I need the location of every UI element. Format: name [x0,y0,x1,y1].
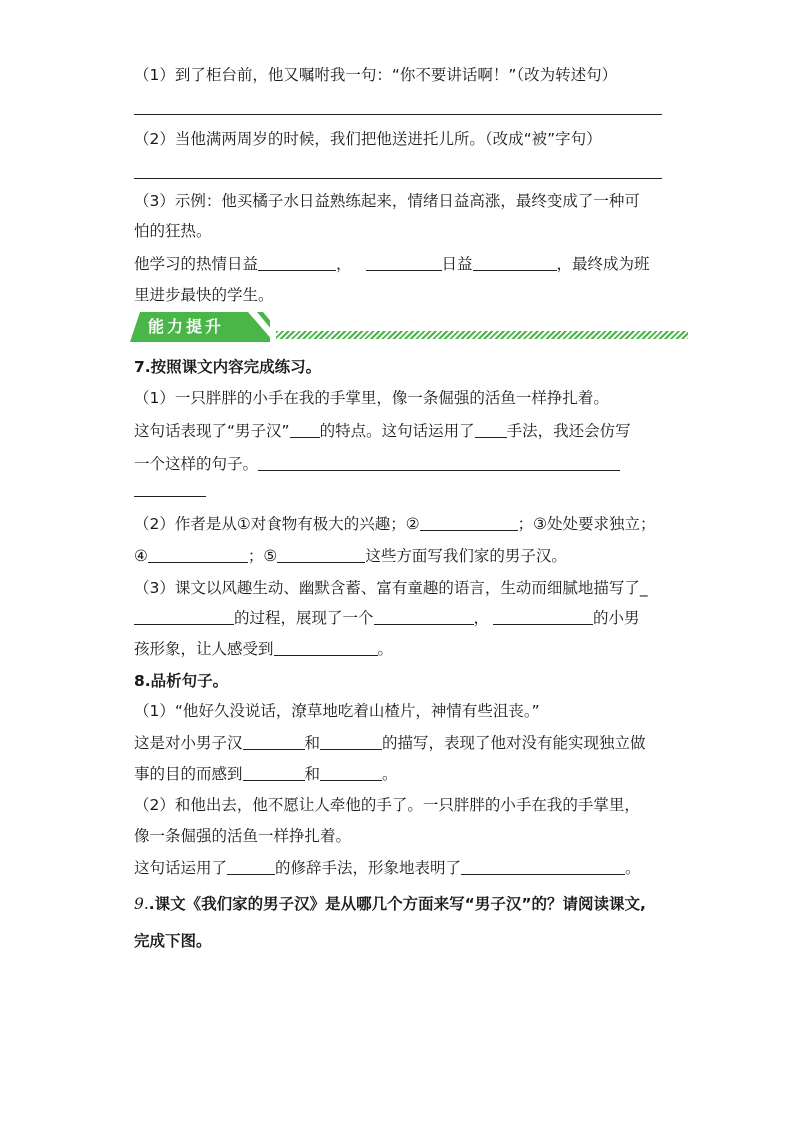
q6-part3-blank-1[interactable] [258,254,336,271]
q7-p3-text-e: 。 [377,640,394,658]
q9-line1 [134,893,646,915]
q7-p3-line2 [134,607,640,629]
q7-p3-blank-4[interactable] [274,639,378,656]
q8-p1-fill-line2 [134,763,398,785]
q8-p1-text-d: 事的目的而感到 [134,765,243,783]
q6-part3-text-a: 他学习的热情日益 [134,255,259,273]
q7-p1-blank-2[interactable] [475,421,507,438]
q7-p2-text-d: ；⑤ [247,547,278,565]
q6-part3-blank-2[interactable] [366,254,442,271]
q8-p1-blank-3[interactable] [243,764,305,781]
q8-p2-text-c: 。 [625,859,641,877]
q7-p2-line1 [134,513,656,535]
q8-p2-text-a: 这句话运用了 [134,859,228,877]
q8-p2-blank-2[interactable] [461,858,625,875]
q6-part1-answer-line[interactable] [134,114,662,115]
q8-p1-blank-1[interactable] [243,733,305,750]
q9-line2: 完成下图。 [134,932,212,950]
q7-p3-line1: （3）课文以风趣生动、幽默含蓄、富有童趣的语言，生动而细腻地描写了_ [134,579,648,597]
banner-hatch-stripe [276,331,688,339]
q7-p1-blank-1[interactable] [290,421,320,438]
q8-p2-line2: 像一条倔强的活鱼一样挣扎着。 [134,827,352,845]
q8-p1-text-e: 和 [304,765,321,783]
q8-p1-blank-2[interactable] [320,733,382,750]
q8-p1-text-f: 。 [382,765,398,783]
q7-p1-blank-3[interactable] [258,454,620,471]
q7-title: 7.按照课文内容完成练习。 [134,358,322,376]
q7-p1-text-a: 这句话表现了“男子汉” [134,422,290,440]
q7-p1-imitate-line [134,453,620,475]
q7-p1-text-d: 一个这样的句子。 [134,455,259,473]
q7-p3-text-a: 的过程，展现了一个 [234,609,374,627]
q8-p2-line1: （2）和他出去，他不愿让人牵他的手了。一只胖胖的小手在我的手掌里， [134,796,640,814]
q7-p1-blank-continued[interactable] [134,496,206,497]
q8-p1-blank-4[interactable] [320,764,382,781]
q6-part2-answer-line[interactable] [134,178,662,179]
q8-p2-blank-1[interactable] [227,858,275,875]
q7-p2-line2 [134,545,567,567]
q9-text-line1: .课文《我们家的男子汉》是从哪几个方面来写“男子汉”的？请阅读课文, [148,895,646,913]
q8-p2-fill-line [134,857,641,879]
q6-part1-prompt: （1）到了柜台前，他又嘱咐我一句：“你不要讲话啊！”（改为转述句） [134,66,618,84]
q6-part3-example-line1: （3）示例：他买橘子水日益熟练起来，情绪日益高涨，最终变成了一种可 [134,192,640,210]
q7-p3-text-d: 孩形象，让人感受到 [134,640,274,658]
q7-p2-text-a: （2）作者是从①对食物有极大的兴趣；② [134,515,420,533]
q6-part3-line4: 里进步最快的学生。 [134,286,274,304]
q6-part3-fill-line [134,253,650,275]
q7-p1-fill-line [134,420,631,442]
q7-p2-text-b: ；③处处要求独立； [517,515,656,533]
q6-part3-blank-3[interactable] [473,254,557,271]
q8-p1-fill-line1 [134,732,646,754]
q6-part3-text-b: ， [336,255,352,273]
section-banner [130,312,690,342]
q8-p1-text-c: 的描写，表现了他对没有能实现独立做 [382,734,646,752]
banner-label: 能力提升 [148,317,225,336]
q7-p3-line3 [134,638,393,660]
q6-part2-prompt: （2）当他满两周岁的时候，我们把他送进托儿所。（改成“被”字句） [134,130,602,148]
q8-p2-text-b: 的修辞手法，形象地表明了 [275,859,462,877]
q7-p1-text-b: 的特点。这句话运用了 [319,422,475,440]
q8-p1-text-b: 和 [304,734,321,752]
q6-part3-text-d: ，最终成为班 [556,255,650,273]
q6-part3-example-line2: 怕的狂热。 [134,222,212,240]
q7-p1-text-c: 手法，我还会仿写 [506,422,631,440]
q7-p2-text-e: 这些方面写我们家的男子汉。 [365,547,567,565]
q9-number: 9. [134,895,149,913]
q7-p2-blank-2[interactable] [420,514,518,531]
q8-title: 8.品析句子。 [134,672,229,690]
q7-p2-text-c: ④ [134,547,148,565]
q7-p1-sentence: （1）一只胖胖的小手在我的手掌里，像一条倔强的活鱼一样挣扎着。 [134,389,609,407]
q7-p3-text-c: 的小男 [593,609,640,627]
q8-p1-sentence: （1）“他好久没说话，潦草地吃着山楂片，神情有些沮丧。” [134,702,540,720]
q7-p2-blank-5[interactable] [277,546,365,563]
q7-p3-text-b: ， [473,609,490,627]
q6-part3-text-c: 日益 [441,255,473,273]
q7-p3-blank-3[interactable] [493,608,593,625]
q7-p2-blank-4[interactable] [148,546,248,563]
q7-p3-blank-1[interactable] [134,608,234,625]
q8-p1-text-a: 这是对小男子汉 [134,734,243,752]
q7-p3-blank-2[interactable] [374,608,474,625]
